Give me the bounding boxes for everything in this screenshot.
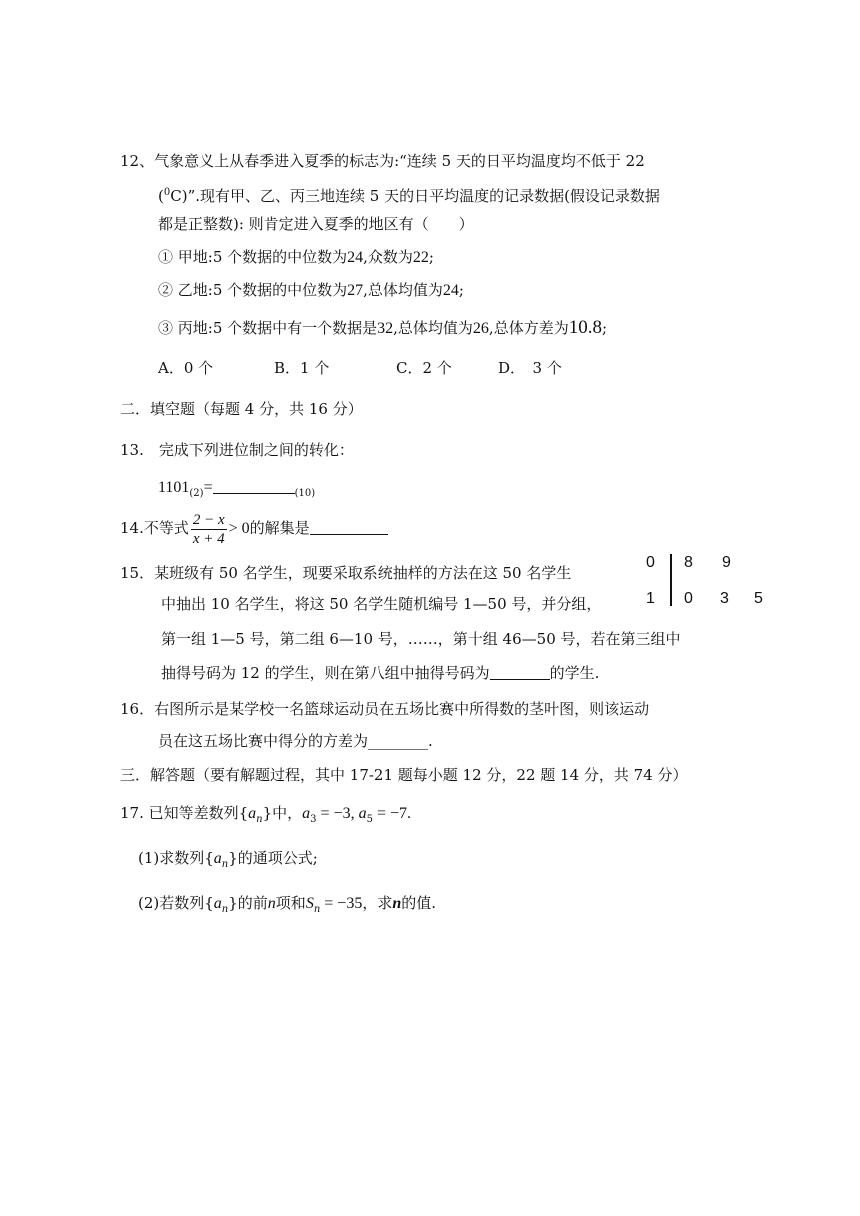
q15-line4 — [161, 663, 599, 683]
stem-0: 0 — [646, 554, 655, 571]
q17-p1-seq-sub: n — [221, 859, 229, 870]
q13-equals: = — [203, 479, 213, 496]
q12-item2-end: ; — [458, 281, 464, 299]
q17-p2-end: 的值. — [401, 894, 437, 912]
section-2-heading — [120, 399, 363, 419]
q12-item3-mid2: ,总体方差为 — [488, 319, 569, 337]
q17-part2 — [138, 893, 436, 920]
q12-line1 — [120, 151, 645, 171]
q15-line1-text: 15．某班级有 50 名学生，现要采取系统抽样的方法在这 50 名学生 — [120, 564, 572, 582]
q12-option-c: C．2 个 — [396, 359, 452, 377]
q12-item3-pre: ③ 丙地:5 个数据中有一个数据是 — [158, 319, 378, 337]
q13-base-to: (10) — [294, 488, 316, 499]
q17-part1 — [138, 848, 318, 875]
q12-item3-mid1: ,总体均值为 — [393, 319, 473, 337]
q12-item3-variance: 10.8 — [568, 317, 602, 338]
q17-p1-seq: a — [213, 850, 222, 867]
leaf-1-2: 5 — [754, 590, 763, 607]
q16-line1 — [120, 699, 649, 719]
q12-item2-pre: ② 乙地:5 个数据的中位数为 — [158, 281, 348, 299]
q12-option-d: D． 3 个 — [498, 359, 562, 377]
q17-p2-pre: (2)若数列{ — [138, 894, 214, 912]
q17-p2-mid3: ，求 — [362, 894, 393, 912]
q15-answer-blank — [490, 665, 550, 680]
q14-numerator: 2 − x — [192, 511, 225, 528]
q17-p2-mid: }的前 — [228, 894, 268, 912]
q15-line2 — [161, 594, 601, 614]
q17-a5: a — [358, 805, 367, 822]
q12-item3-mean: 26 — [472, 320, 489, 337]
q12-item1-pre: ① 甲地:5 个数据的中位数为 — [158, 248, 348, 266]
q12-line1-text: 12、气象意义上从春季进入夏季的标志为:“连续 5 天的日平均温度均不低于 22 — [120, 152, 645, 170]
q12-item3-value: 32 — [377, 320, 394, 337]
q12-item2-mid: ,总体均值为 — [363, 281, 443, 299]
leaf-1-0: 0 — [684, 590, 693, 607]
q12-line3 — [158, 214, 474, 234]
section-3-heading — [120, 765, 688, 785]
q12-line3-text: 都是正整数): 则肯定进入夏季的地区有（ ） — [158, 215, 474, 233]
leaf-0-1: 9 — [722, 554, 731, 571]
q17-p2-S-sub: n — [313, 904, 321, 915]
q15-line4-pre: 抽得号码为 12 的学生，则在第八组中抽得号码为 — [161, 664, 490, 682]
q12-item2-median: 27 — [347, 282, 364, 299]
q13-text: 13. 完成下列进位制之间的转化： — [120, 441, 354, 459]
stem-leaf-plot — [640, 550, 770, 610]
q15-line2-text: 中抽出 10 名学生，将这 50 名学生随机编号 1—50 号，并分组， — [161, 595, 602, 613]
q17-a3-sub: 3 — [310, 814, 317, 825]
q17-p1-pre: (1)求数列{ — [138, 849, 214, 867]
q17-seq-a: a — [248, 805, 257, 822]
q12-item1-end: ; — [428, 248, 434, 266]
stem-1: 1 — [646, 590, 655, 607]
q12-item1-mode: 22 — [412, 249, 429, 266]
q12-option-a: A．0 个 — [158, 359, 214, 377]
q13-answer-blank — [213, 479, 295, 494]
q17-p2-S: S — [305, 895, 314, 912]
q12-item3-end: ; — [601, 319, 608, 337]
q12-item2-mean: 24 — [442, 282, 459, 299]
q17-mid: }中， — [262, 804, 303, 822]
q16-line2-post: . — [428, 732, 433, 750]
q13-base-from: (2) — [189, 488, 204, 499]
q14-line — [120, 508, 388, 549]
q15-line3-text: 第一组 1—5 号，第二组 6—10 号，……，第十组 46—50 号，若在第三组中 — [161, 630, 681, 648]
leaf-1-1: 3 — [720, 590, 729, 607]
q14-fraction — [191, 511, 227, 548]
q15-line3 — [161, 629, 681, 649]
q12-options — [158, 358, 562, 378]
q17-p2-seq-sub: n — [221, 904, 229, 915]
q17-pre: 17. 已知等差数列{ — [120, 804, 249, 822]
q17-p2-n: n — [267, 895, 276, 912]
q14-answer-blank — [310, 520, 388, 535]
degree-superscript: 0 — [163, 187, 171, 198]
q17-a3: a — [302, 805, 311, 822]
q17-a3-val: = −3, — [316, 805, 359, 822]
q14-pre: 14.不等式 — [120, 519, 189, 537]
stem-divider — [670, 554, 672, 606]
q17-p1-post: }的通项公式; — [228, 849, 318, 867]
q17-statement — [120, 803, 411, 830]
q13-line1 — [120, 440, 354, 460]
q14-comparison: > 0 — [228, 520, 250, 537]
q17-p2-mid2: 项和 — [275, 894, 306, 912]
q17-p2-val: = −35 — [320, 895, 363, 912]
leaf-0-0: 8 — [684, 554, 693, 571]
q16-line1-text: 16．右图所示是某学校一名篮球运动员在五场比赛中所得数的茎叶图，则该运动 — [120, 700, 650, 718]
q16-answer-blank: ________ — [368, 732, 429, 750]
q12-line2-open: ( — [158, 187, 164, 205]
q12-item1 — [158, 247, 434, 268]
q16-line2 — [158, 731, 433, 751]
q17-a5-val: = −7. — [372, 805, 412, 822]
q14-post: 的解集是 — [249, 519, 310, 537]
q13-conversion — [158, 477, 315, 504]
q17-p2-n2: n — [392, 895, 402, 912]
section-2-text: 二．填空题（每题 4 分，共 16 分） — [120, 400, 363, 418]
q14-denominator: x + 4 — [192, 530, 225, 547]
q17-a5-sub: 5 — [366, 814, 373, 825]
section-3-text: 三．解答题（要有解题过程，其中 17-21 题每小题 12 分，22 题 14 分，共 74 分） — [120, 766, 688, 784]
q12-option-b: B．1 个 — [274, 359, 330, 377]
q12-item2 — [158, 280, 464, 301]
q12-line2-text: C)”.现有甲、乙、丙三地连续 5 天的日平均温度的记录数据(假设记录数据 — [170, 187, 660, 205]
q16-line2-pre: 员在这五场比赛中得分的方差为 — [158, 732, 369, 750]
q15-line1 — [120, 563, 571, 583]
q13-binary-value: 1101 — [158, 479, 190, 496]
q12-item1-mid: ,众数为 — [363, 248, 413, 266]
q12-item3 — [158, 318, 607, 339]
q12-item1-median: 24 — [347, 249, 364, 266]
q17-p2-seq: a — [213, 895, 222, 912]
q15-line4-post: 的学生. — [549, 664, 600, 682]
q12-line2 — [158, 183, 660, 206]
q17-seq-sub: n — [256, 814, 263, 825]
